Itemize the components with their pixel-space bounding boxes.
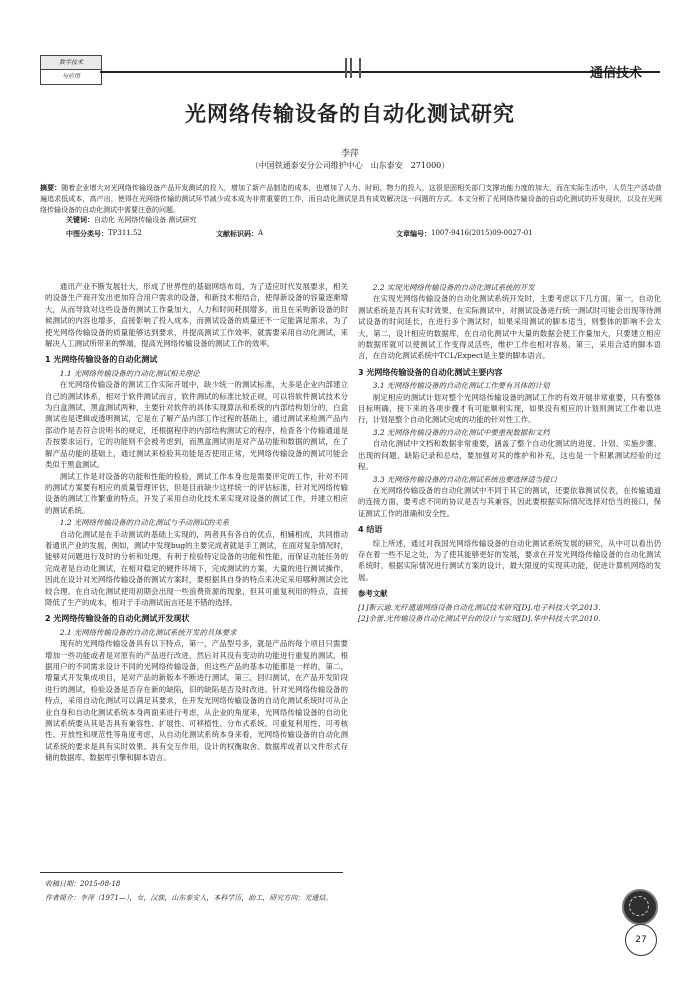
section-1-1-heading: 1.1 光网络传输设备的自动化测试相关理论 — [59, 368, 200, 378]
footnote-rule — [40, 872, 343, 873]
doc-code-value: A — [258, 229, 264, 237]
section-3-heading: 3 光网络传输设备的自动化测试主要内容 — [358, 367, 503, 377]
column-name: 通信技术 — [590, 66, 643, 81]
page-number: 27 — [625, 924, 657, 956]
received-date: 收稿日期：2015-08-18 — [45, 880, 121, 888]
section-3-1-heading: 3.1 光网络传输设备的自动化测试工作要有具体的计划 — [372, 381, 550, 391]
article-title: 光网络传输设备的自动化测试研究 — [185, 102, 515, 126]
section-3-2-heading: 3.2 光网络传输设备的自动化测试中要重视数据和文档 — [372, 427, 550, 437]
journal-logo — [40, 55, 102, 85]
reference-1: [1]靳云迪.光纤通道网络设备自动化测试技术研究[D].电子科技大学,2013. — [358, 602, 601, 612]
section-4-heading: 4 结语 — [358, 525, 383, 535]
paragraph: 自动化测试中文档和数据非常重要，涵盖了整个自动化测试的进度、计划、实施步骤、出现的问题、缺陷记录和总结，要加强对其的维护和补充，这也是一个积累测试经验的过程。 — [358, 439, 661, 472]
journal-seal-icon — [622, 889, 658, 925]
paragraph: 制定相应的测试计划对整个光网络传输设备的测试工作的有效开展非常重要，只有整体目标明确，接下来的各项步骤才有可能顺利实现，如果没有相应的计划则测试工作难以进行，计划是整个自动化测试完成的功能的针对性工作。 — [358, 392, 661, 425]
left-column — [45, 281, 348, 764]
section-2-2-heading: 2.2 实现光网络传输设备的自动化测试系统的开发 — [372, 283, 535, 292]
section-2-1-heading: 2.1 光网络传输设备的自动化测试系统开发的具体要求 — [59, 627, 237, 637]
paragraph: 在光网络传输设备的自动化测试中不同于其它的测试，还要依靠测试仪表，在传输通道的连接方面，要考虑不同的协议是否与其兼容，因此要根据实际情况选择对恰当的接口，保证测试工作的准确和安全性。 — [358, 485, 661, 518]
journal-logo-top: 数字技术 — [41, 56, 101, 70]
reference-2: [2]余蕾.光传输设备自动化测试平台的设计与实现[D].华中科技大学,2010. — [358, 613, 601, 623]
paragraph: 综上所述，通过对我国光网络传输设备的自动化测试系统发展的研究，从中可以看出仍存在着一些不足之处，为了使其能够更好的发展，要求在开发光网络传输设备的自动化测试系统时，根据实际情况进行测试方案的设计，最大限度的实现其功能，促进计算机网络的发展。 — [358, 538, 661, 582]
keywords-label: 关键词： — [66, 216, 94, 224]
paragraph: 在光网络传输设备的测试工作实际开展中，缺少统一的测试标准，大多是企业内部建立自己的测试体系，相对于软件测试而言，软件测试的标准比较正规，可以将软件测试技术分为白盒测试、黑盒测试两种，主要针对软件的具体实现算法和系统的内部结构划分的，白盒测试也是逻辑或透明测试，它是在了解产品内部工作过程的基础上，通过测试来检测产品内部动作是否符合说明书的规定，还根据程序的内部结构测试它的程序，检查各个传输通道是否按要求运行，它的功能则不会被考虑到，而黑盒测试则是对产品功能和数据的测试，在了解产品功能的基础上，通过测试来检验其功能是否使用正常，光网络传输设备的测试可能会类似于黑盒测试。 — [45, 380, 348, 470]
author-bio: 作者简介：李萍（1971—），女，汉族，山东泰安人，本科学历，助工，研究方向：光通信。 — [45, 894, 333, 902]
journal-logo-bottom: 与应用 — [61, 73, 80, 80]
clc-label: 中图分类号： — [66, 230, 108, 238]
paragraph: 现有的光网络传输设备具有以下特点，第一，产品型号多，就是产品的每个项目只需要增加一些功能或者是对原有的产品进行改进，然后对其没有变动的功能进行重复的测试，根据用户的不同需求设计不同的光网络传输设备，但这些产品的基本功能都是一样的，第二，增量式开发集成项目，是对产品的新版本不断进行测试，第三，回归测试，在产品开发阶段进行的测试，检验设备是否存在新的缺陷，旧的缺陷是否及时改进。针对光网络传输设备的特点，采用自动化测试可以满足其要求，在开发光网络传输设备的自动化测试系统时可从企业自身和自动化测试系统本身两面来进行考虑，从企业的角度来，光网络传输设备的自动化测试系统要从其是否具有兼容性、扩展性、可移植性、分布式系统、可重复利用性、可考核性、开放性和规范性等角度考虑，从自动化测试系统本身来看，光网络传输设备的自动化测试系统的要求是具有实时效果、具有交互作用，设计的权衡取舍、数据库或者以文件形式存储的数据库、数据库引擎和脚本语言。 — [45, 639, 348, 763]
clc-value: TP311.52 — [108, 229, 142, 237]
section-3-3-heading: 3.3 光网络传输设备的自动化测试系统也要选择适当接口 — [372, 474, 557, 484]
section-2-heading: 2 光网络传输设备的自动化测试开发现状 — [45, 614, 190, 624]
article-no-label: 文章编号： — [396, 230, 431, 238]
keywords-text: 自动化 光网络传输设备 测试研究 — [94, 216, 197, 224]
section-1-heading: 1 光网络传输设备的自动化测试 — [45, 355, 158, 365]
doc-code-label: 文献标识码： — [216, 230, 258, 238]
affiliation: （中国铁通泰安分公司维护中心 山东泰安 271000） — [250, 161, 450, 170]
right-column — [358, 281, 661, 624]
abstract — [40, 183, 662, 216]
paragraph: 自动化测试是在手动测试的基础上实现的，两者具有各自的优点，相辅相成，共同推动着通讯产业的发展，例如，测试中发现bug的主要完成者就是手工测试，在面对复杂情况时，能够对问题进行及时的分析和处理，有利于检验特定设备的功能和性能，而保证功能任务的完成者是自动化测试，在相对稳定的硬件环境下，完成测试的方案，大量的进行测试操作，因此在设计对光网络传输设备的测试方案时，要根据具自身的特点来决定采用哪种测试会比较合理。在自动化测试使用初期会出现一些浪费资源的现象，但其可重复利用的特点，直接降低了生产的成本，相对于手动测试而言还是不错的选择。 — [45, 529, 348, 607]
section-1-2-heading: 1.2 光网络传输设备的自动化测试与手动测试的关系 — [59, 518, 230, 528]
abstract-text: 随着企业增大对光网络传输设备产品开发测试的投入，增加了新产品制造的成本，也增加了人力、时间、物力的投入，这很是固相关部门支撑功能力度的加大，而在实际生活中，人员生产活动普遍追求低成本，高产出，使得在光网络传输的测试环节减少成本成为非常重要的工作，而自动化测试是具有成效解决这一问题的方式。本文分析了光网络传输设备的自动化测试的开发现状，以及在光网络传输设备的自动化测试中需要注意的问题。 — [40, 184, 663, 214]
keywords — [66, 215, 196, 225]
article-no-value: 1007-9416(2015)09-0027-01 — [431, 229, 533, 237]
abstract-label: 摘要： — [40, 184, 62, 192]
paragraph: 测试工作是对设备的功能和性能的检验，测试工作本身也是需要评定的工作，针对不同的测试方案要有相应的质量管理评估，但是目前缺少这样统一的评估标准，针对光网络传输设备的测试工作繁重的特点，开发了采用自动化技术来实现对设备的测试工作，并建立相应的测试系统。 — [45, 471, 348, 515]
references-heading: 参考文献 — [358, 589, 388, 599]
header-rule — [100, 71, 660, 73]
paragraph: 在实现光网络传输设备的自动化测试系统开发时，主要考虑以下几方面，第一，自动化测试系统是否具有实时效果，在实际测试中，对测试设备进行统一测试时可能会出现等待测试设备的时间延长，在进行多个测试时，如果采用测试的脚本适当，则整体的影响不会太大，第二，设计相应的数据库，在自动化测试中大量的数据会使工作量加大，只要建立相应的数据库就可以使测试工作变得灵活些，维护工作也相对容易，第三，采用合适的脚本语言，在自动化测试系统中TCL/Expect是主要的脚本语言。 — [358, 294, 661, 361]
author: 李萍 — [340, 149, 359, 159]
intro-paragraph: 通讯产业不断发展壮大，形成了世界性的基础网络布局，为了适应时代发展要求，相关的设备生产商开发出更加符合用户需求的设备，和新技术相结合，使得新设备的容量逐渐增大，从而导致对这些设备的测试工作量加大，人力和时间耗损增多，而且在采购新设备的时候测试的内容也增多，直接影响了投入成本，而测试设备的质量还不一定能满足需求，为了使光网络传输设备的质量能够达到要求，并提高测试工作效率，就需要采用自动化测试，来解决人工测试所带来的弊端，提高光网络传输设备的测试工作的效率。 — [45, 282, 348, 349]
